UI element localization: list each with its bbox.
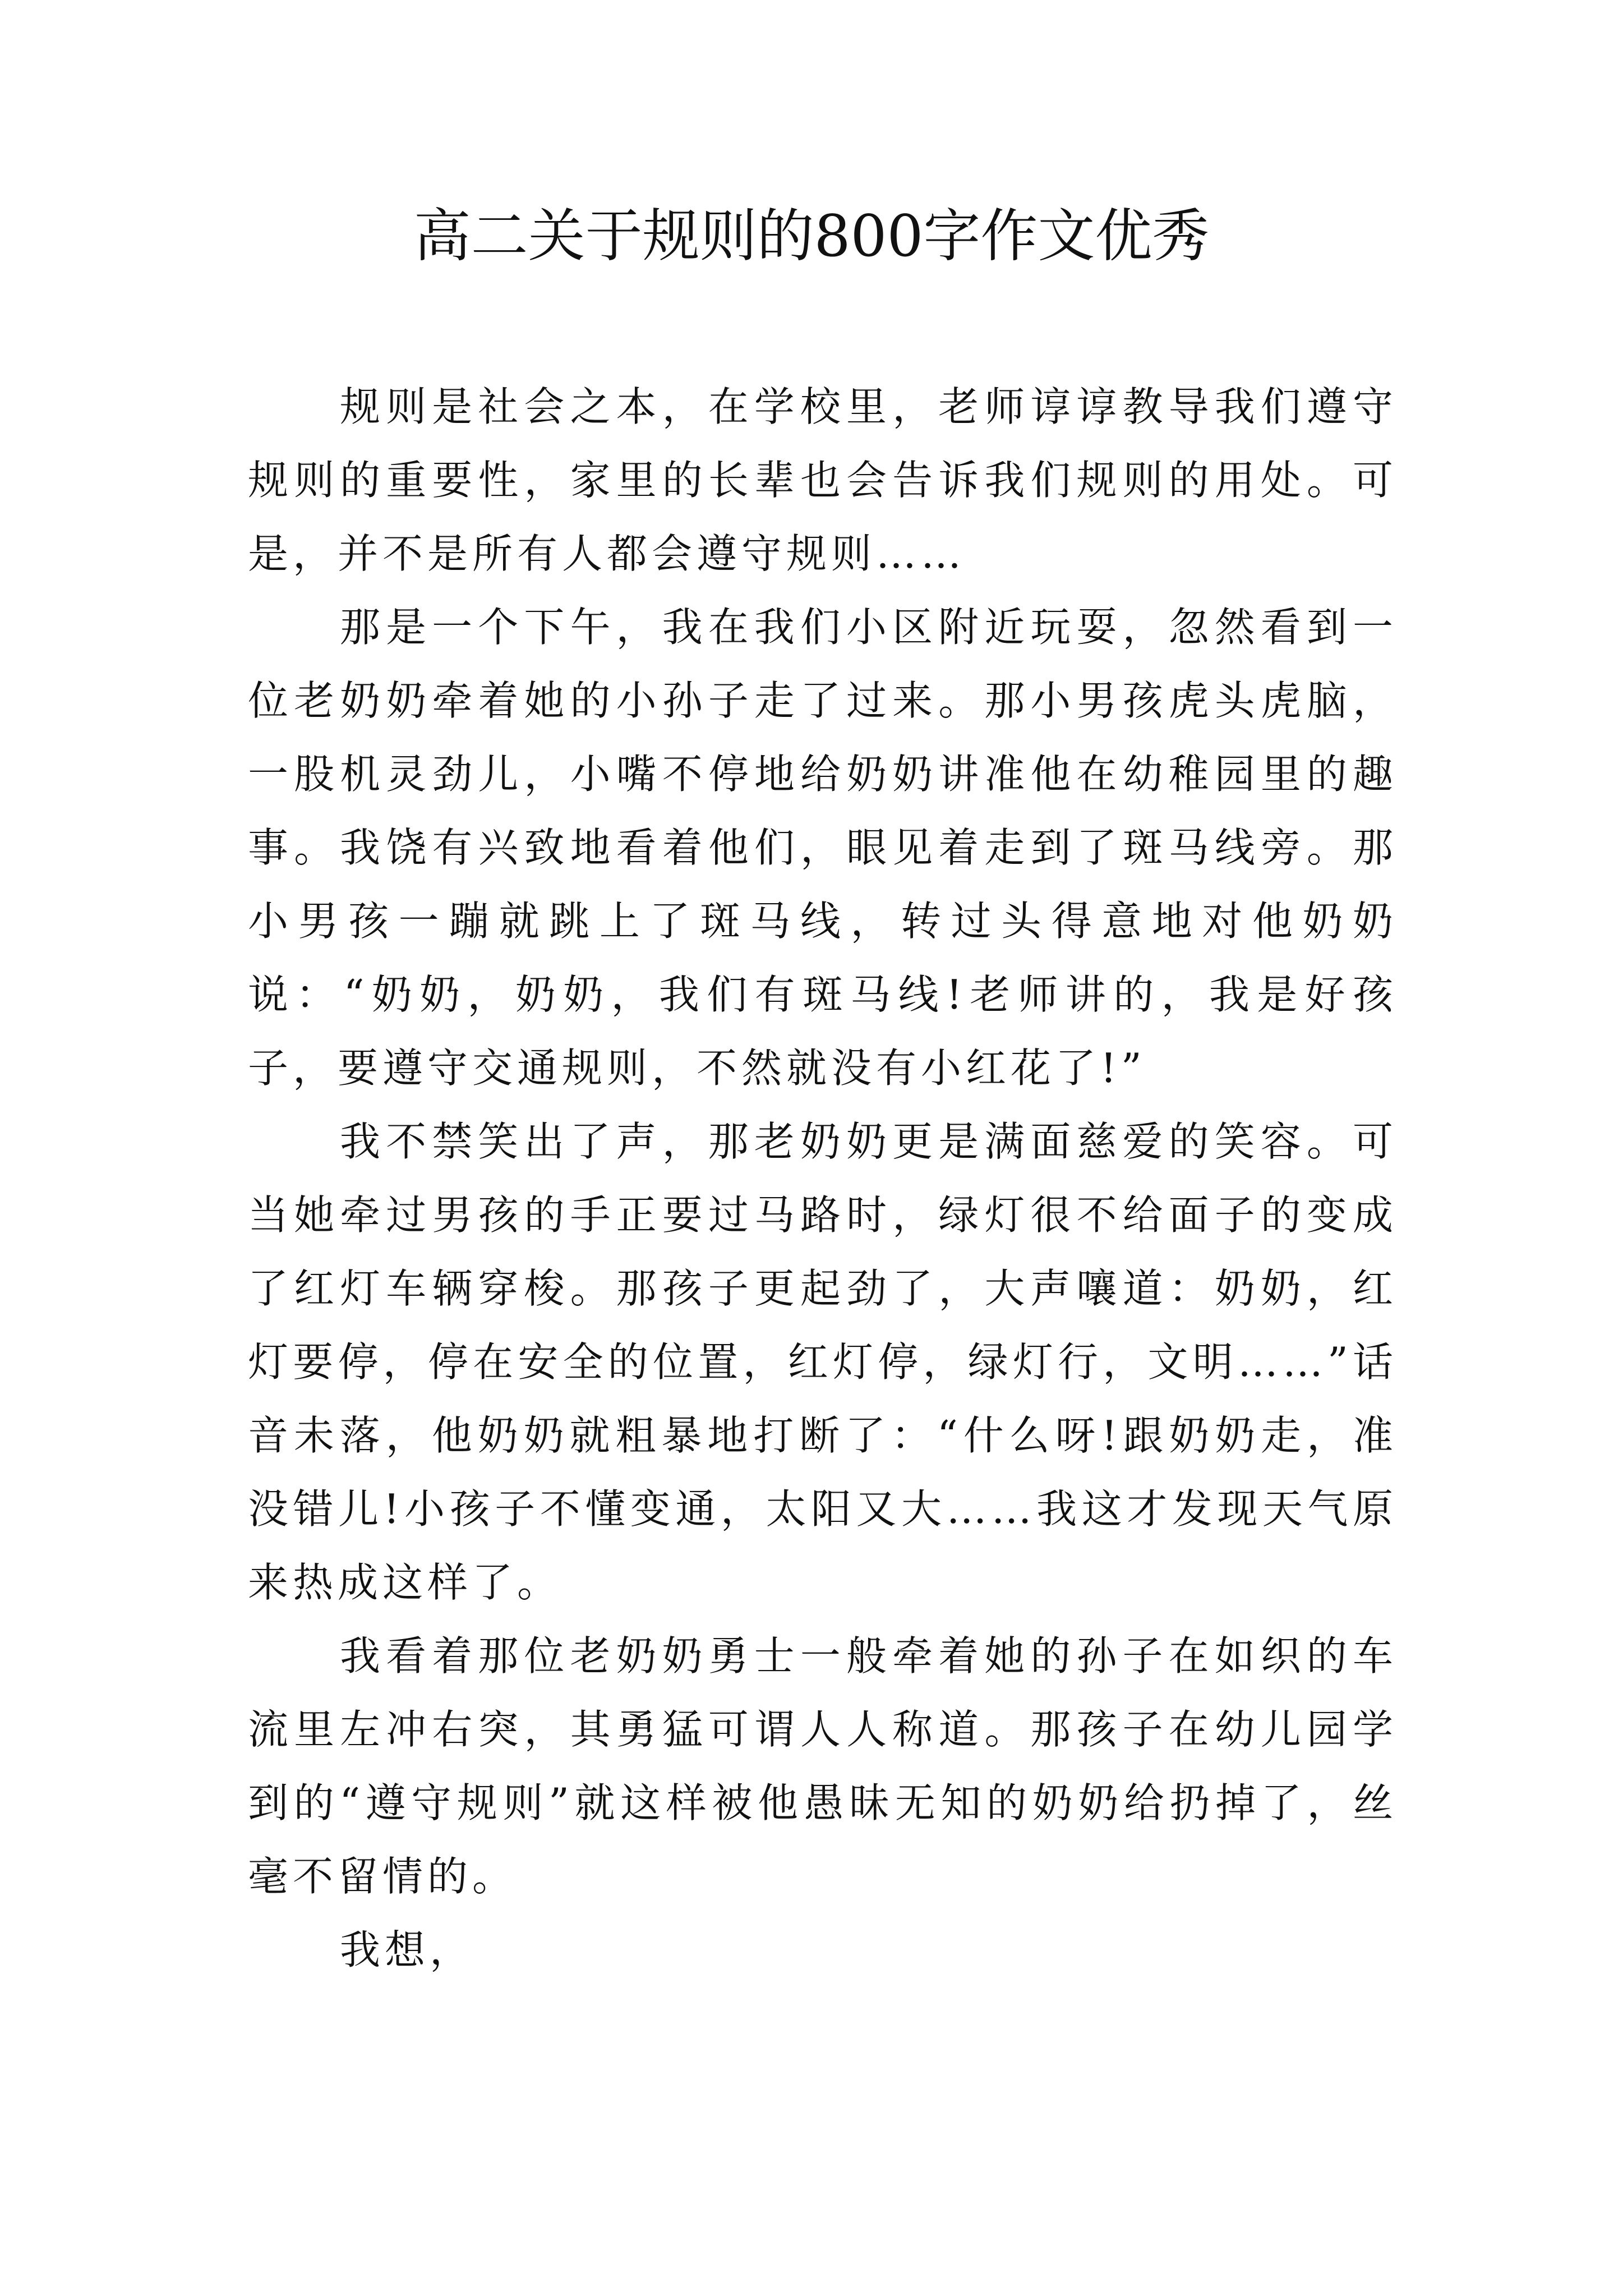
- paragraph-1: 规则是社会之本，在学校里，老师谆谆教导我们遵守规则的重要性，家里的长辈也会告诉我们规则的用处。可是，并不是所有人都会遵守规则……: [248, 383, 1398, 577]
- paragraph-2: 那是一个下午，我在我们小区附近玩耍，忽然看到一位老奶奶牵着她的小孙子走了过来。那小男孩虎头虎脑，一股机灵劲儿，小嘴不停地给奶奶讲准他在幼稚园里的趣事。我饶有兴致地看着他们，眼见着走到了斑马线旁。那小男孩一蹦就跳上了斑马线，转过头得意地对他奶奶说：“奶奶，奶奶，我们有斑马线!老师讲的，我是好孩子，要遵守交通规则，不然就没有小红花了!”: [248, 604, 1398, 1092]
- paragraph-5: 我想，: [340, 1926, 475, 1973]
- document-body: [248, 370, 1398, 1987]
- paragraph-4: 我看着那位老奶奶勇士一般牵着她的孙子在如织的车流里左冲右突，其勇猛可谓人人称道。那孩子在幼儿园学到的“遵守规则”就这样被他愚昧无知的奶奶给扔掉了，丝毫不留情的。: [248, 1632, 1398, 1900]
- document-title: 高二关于规则的800字作文优秀: [413, 203, 1210, 270]
- paragraph-3: 我不禁笑出了声，那老奶奶更是满面慈爱的笑容。可当她牵过男孩的手正要过马路时，绿灯很不给面子的变成了红灯车辆穿梭。那孩子更起劲了，大声嚷道：奶奶，红灯要停，停在安全的位置，红灯停，绿灯行，文明……”话音未落，他奶奶就粗暴地打断了：“什么呀!跟奶奶走，准没错儿!小孩子不懂变通，太阳又大……我这才发现天气原来热成这样了。: [248, 1118, 1398, 1606]
